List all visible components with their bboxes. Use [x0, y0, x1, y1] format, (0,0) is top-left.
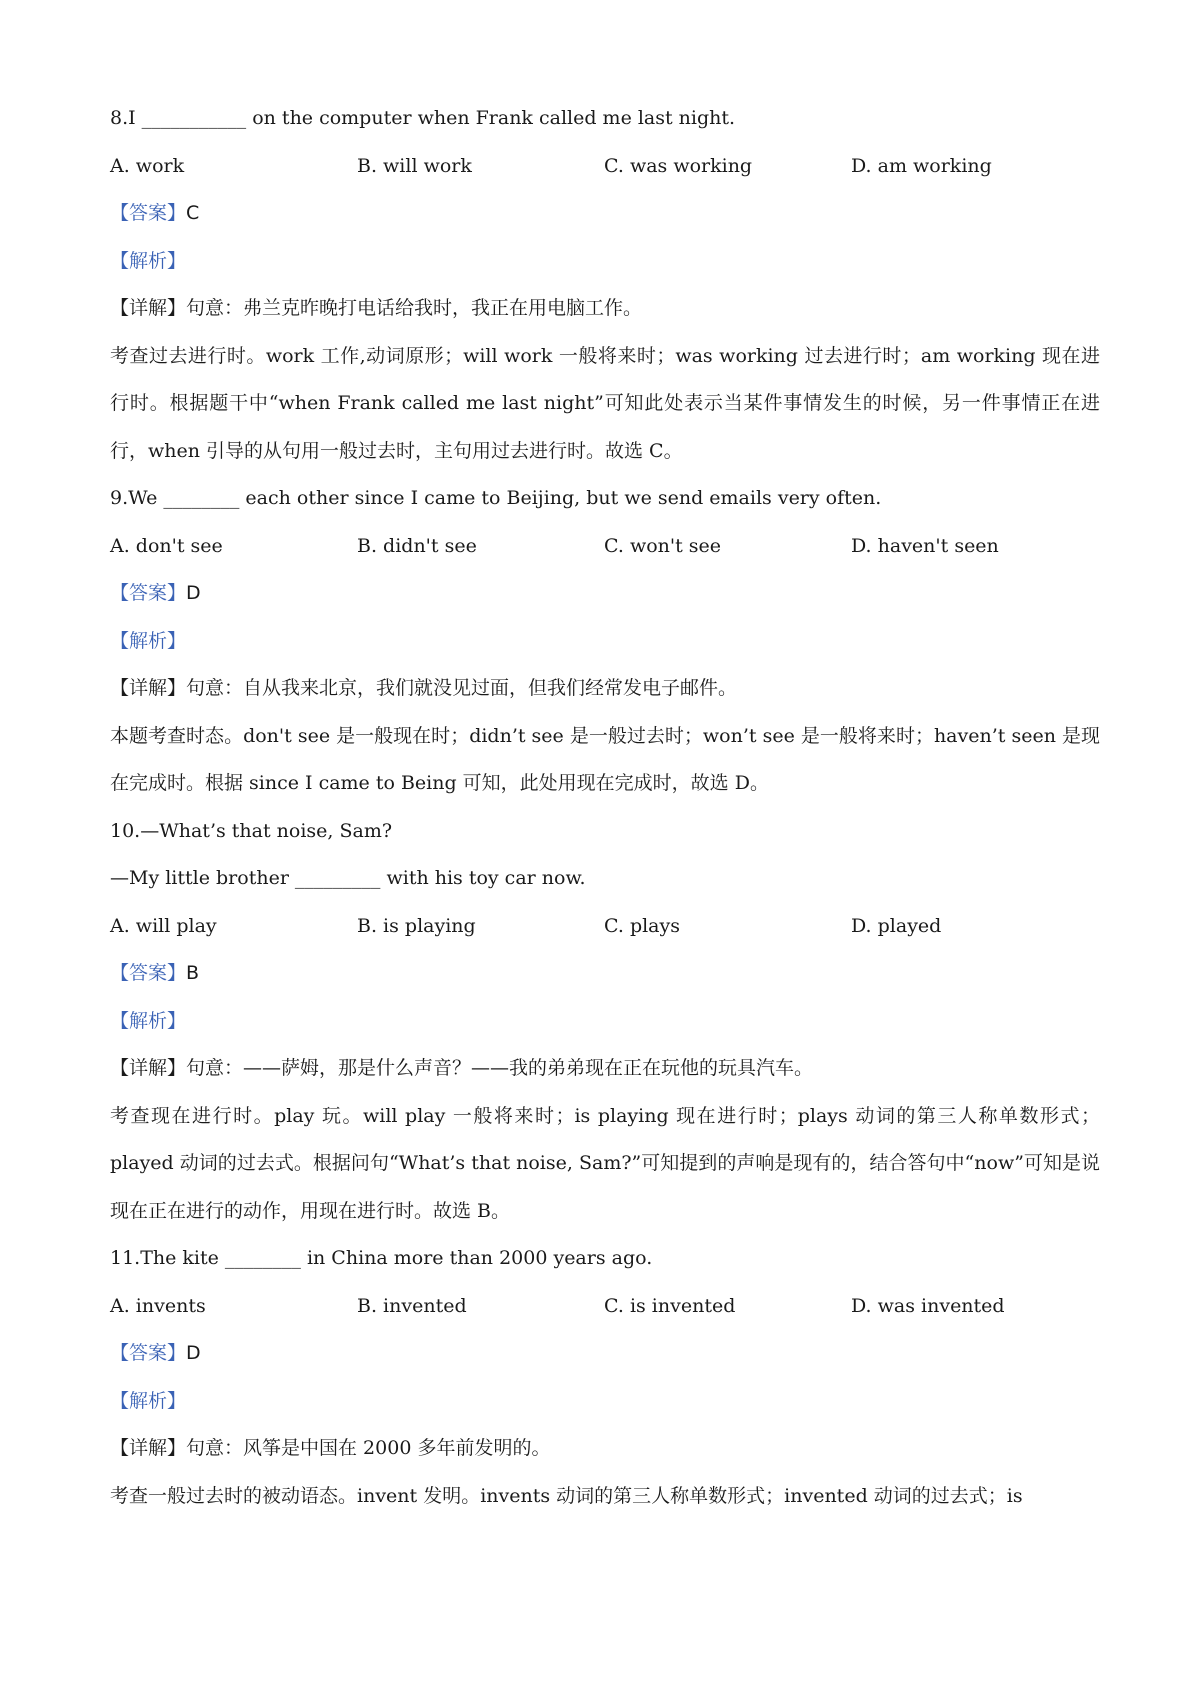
explanation-text: 考查一般过去时的被动语态。invent 发明。invents 动词的第三人称单数形式；invented 动词的过去式；is [110, 1484, 1023, 1507]
question-10 [110, 808, 1100, 1236]
analysis-line [110, 1378, 1100, 1426]
detail-line [110, 665, 1100, 713]
options-row [110, 903, 1100, 951]
answer-label: 【答案】 [110, 202, 187, 224]
option-d: D. am working [851, 154, 992, 177]
answer-label: 【答案】 [110, 582, 187, 604]
question-stem-line-2: —My little brother _________ with his toy car now. [110, 867, 586, 889]
document-page [110, 95, 1100, 1520]
question-stem: 9.We ________ each other since I came to Beijing, but we send emails very often. [110, 487, 882, 509]
answer-value: C [186, 202, 200, 224]
answer-value: D [186, 582, 201, 604]
analysis-line [110, 998, 1100, 1046]
option-c: C. was working [604, 154, 753, 177]
option-c: C. is invented [604, 1294, 736, 1317]
answer-value: B [186, 962, 200, 984]
option-d: D. was invented [851, 1294, 1005, 1317]
detail-text: 句意：风筝是中国在 2000 多年前发明的。 [186, 1437, 551, 1459]
analysis-line [110, 618, 1100, 666]
option-b: B. is playing [357, 914, 476, 937]
option-b: B. invented [357, 1294, 467, 1317]
analysis-label: 【解析】 [110, 1009, 187, 1032]
detail-label: 【详解】 [110, 1057, 187, 1079]
option-a: A. work [110, 154, 185, 177]
explanation-text: 本题考查时态。don't see 是一般现在时；didn’t see 是一般过去时；won’t see 是一般将来时；haven’t seen 是现在完成时。根据 since I came to Being 可知，此处用现在完成时，故选 D。 [110, 724, 1100, 794]
question-11 [110, 1235, 1100, 1520]
answer-line [110, 1330, 1100, 1378]
detail-text: 句意：自从我来北京，我们就没见过面，但我们经常发电子邮件。 [186, 677, 738, 699]
question-8 [110, 95, 1100, 475]
option-a: A. invents [110, 1294, 206, 1317]
detail-text: 句意：——萨姆，那是什么声音？——我的弟弟现在正在玩他的玩具汽车。 [186, 1057, 814, 1079]
answer-line [110, 950, 1100, 998]
analysis-line [110, 238, 1100, 286]
question-stem: 8.I ___________ on the computer when Frank called me last night. [110, 107, 736, 129]
answer-label: 【答案】 [110, 1342, 187, 1364]
detail-label: 【详解】 [110, 297, 187, 319]
question-9 [110, 475, 1100, 808]
option-c: C. won't see [604, 534, 722, 557]
option-b: B. didn't see [357, 534, 477, 557]
option-d: D. haven't seen [851, 534, 999, 557]
analysis-label: 【解析】 [110, 1389, 187, 1412]
explanation-text: 考查过去进行时。work 工作,动词原形；will work 一般将来时；was working 过去进行时；am working 现在进行时。根据题干中“when Frank called me last night”可知此处表示当某件事情发生的时候，另一件事情正在进行，when 引导的从句用一般过去时，主句用过去进行时。故选 C。 [110, 344, 1100, 462]
option-d: D. played [851, 914, 942, 937]
option-a: A. don't see [110, 534, 223, 557]
question-stem: 10.—What’s that noise, Sam? [110, 819, 393, 842]
answer-label: 【答案】 [110, 962, 187, 984]
options-row [110, 523, 1100, 571]
option-a: A. will play [110, 914, 217, 937]
analysis-label: 【解析】 [110, 629, 187, 652]
detail-line [110, 1425, 1100, 1473]
detail-line [110, 285, 1100, 333]
options-row [110, 1283, 1100, 1331]
detail-text: 句意：弗兰克昨晚打电话给我时，我正在用电脑工作。 [186, 297, 643, 319]
detail-label: 【详解】 [110, 1437, 187, 1459]
answer-value: D [186, 1342, 201, 1364]
options-row [110, 143, 1100, 191]
detail-label: 【详解】 [110, 677, 187, 699]
analysis-label: 【解析】 [110, 249, 187, 272]
option-c: C. plays [604, 914, 680, 937]
question-stem: 11.The kite ________ in China more than 2000 years ago. [110, 1247, 653, 1269]
answer-line [110, 190, 1100, 238]
answer-line [110, 570, 1100, 618]
explanation-text: 考查现在进行时。play 玩。will play 一般将来时；is playing 现在进行时；plays 动词的第三人称单数形式；played 动词的过去式。根据问句“What’s that noise, Sam?”可知提到的声响是现有的，结合答句中“now”可知是说现在正在进行的动作，用现在进行时。故选 B。 [110, 1104, 1100, 1222]
detail-line [110, 1045, 1100, 1093]
option-b: B. will work [357, 154, 472, 177]
